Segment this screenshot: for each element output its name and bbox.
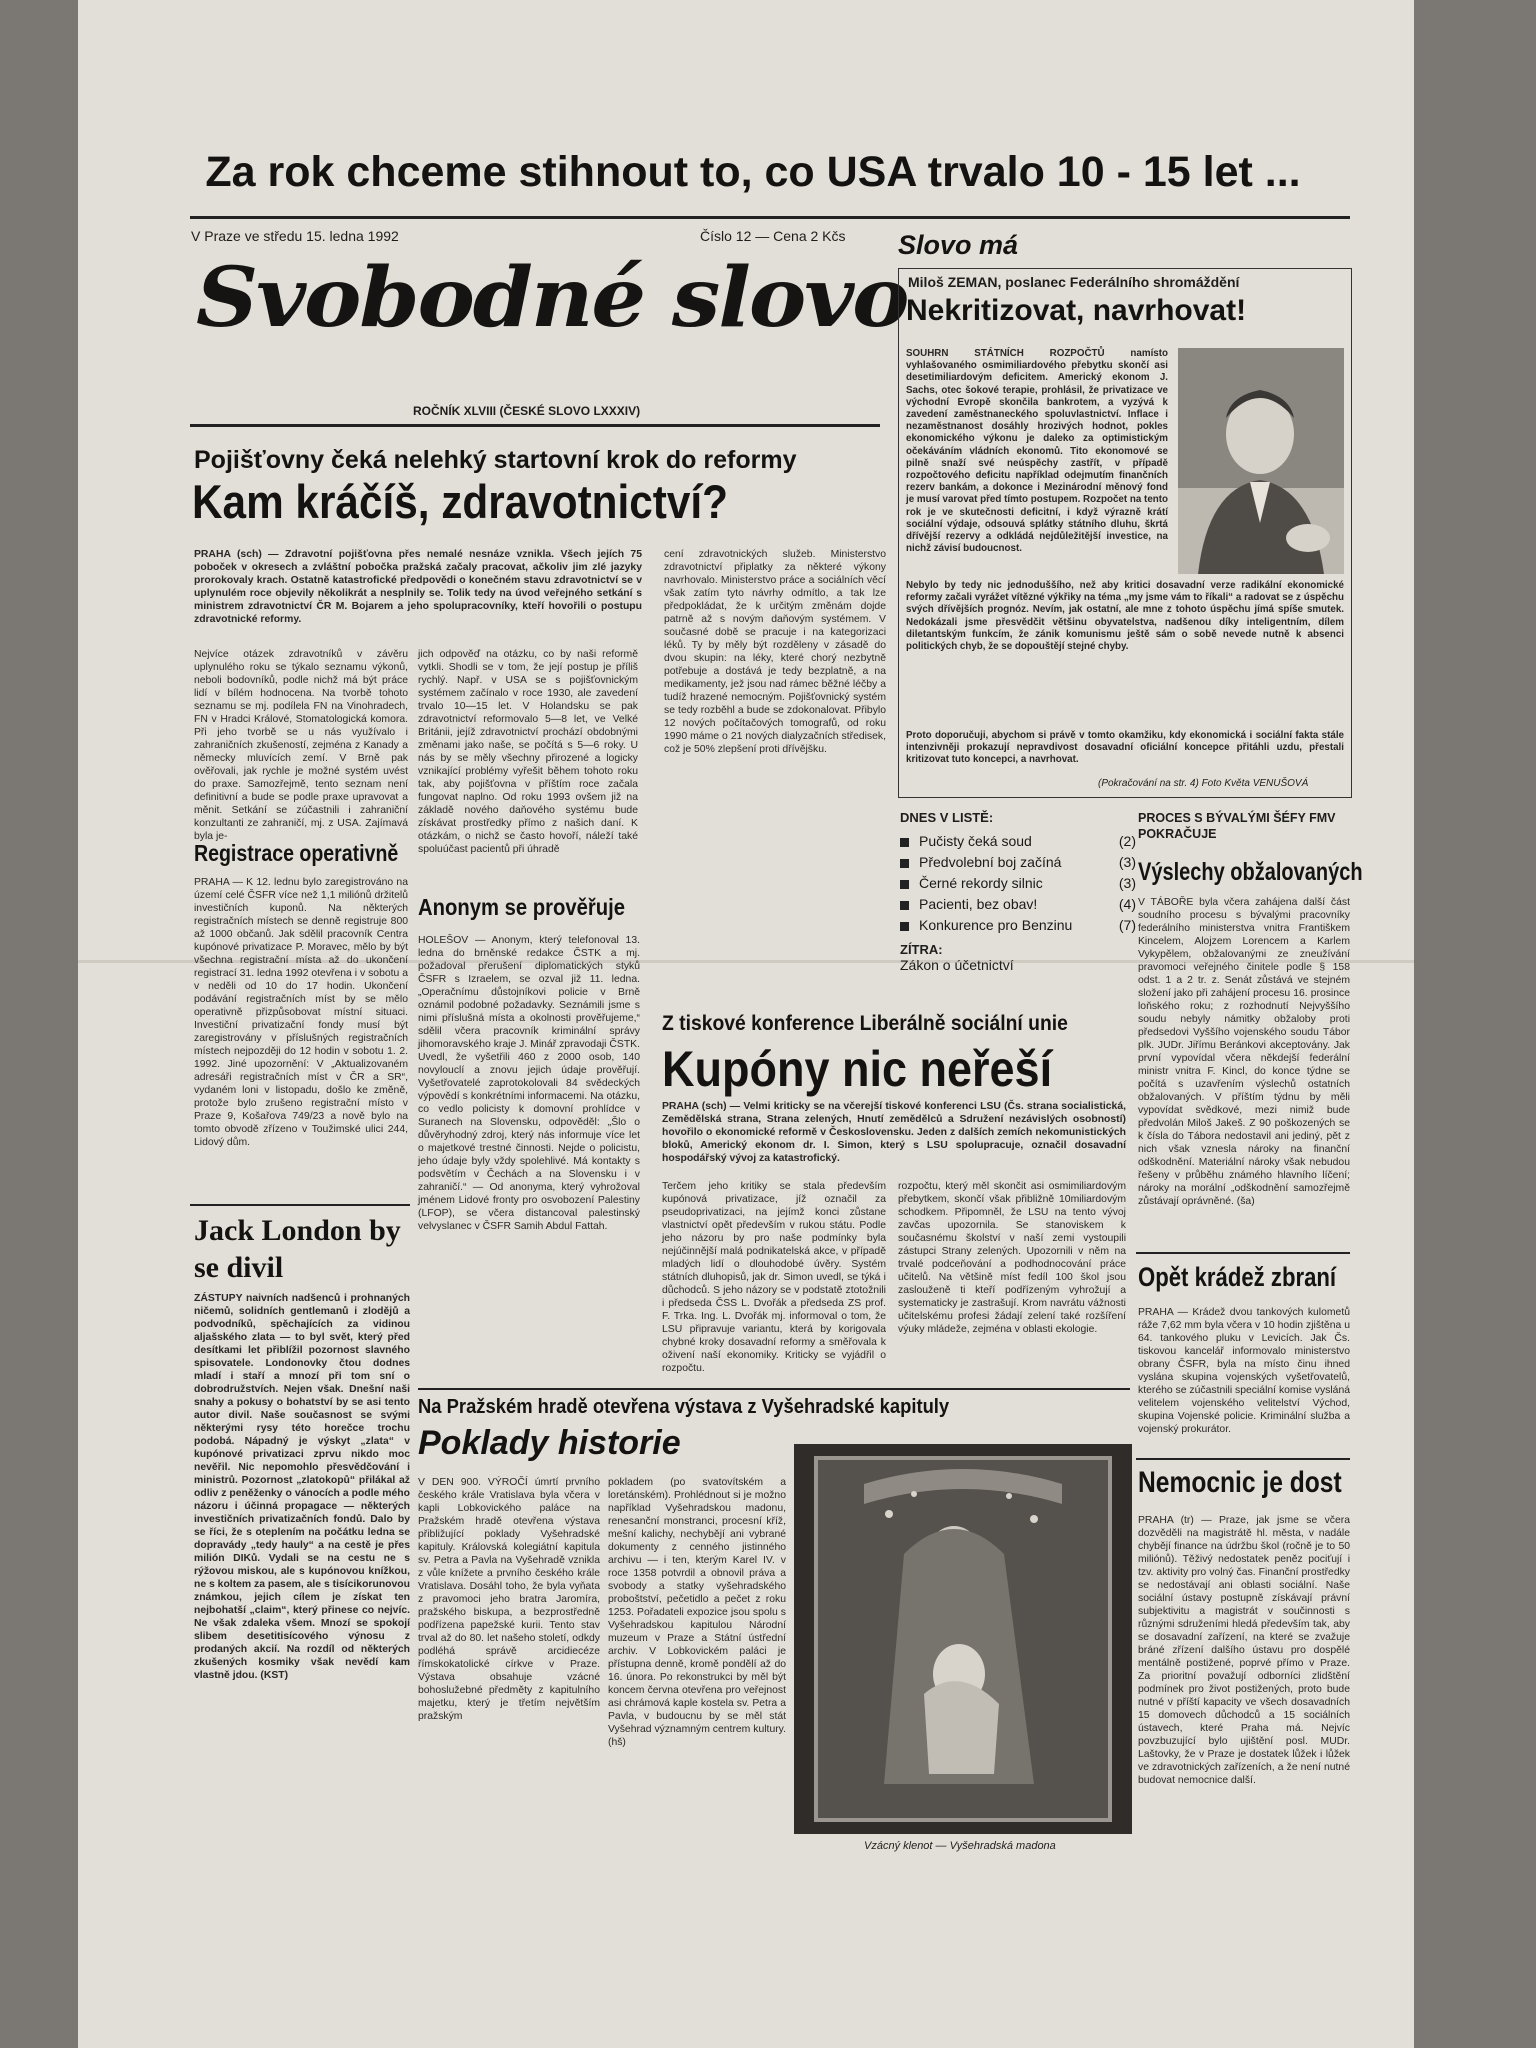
poklady-rule xyxy=(418,1388,1130,1390)
masthead-logo: Svobodné slovo xyxy=(196,250,908,346)
nemocnic-text: PRAHA (tr) — Praze, jak jsme se včera dozvěděli na magistrátě hl. města, v nadále chybějí finance na údržbu škol (ročně je to 50 miliónů). Těživý nedostatek peněz pociťují i tzv. aktivity pro volný čas. Finanční prostředky se nedostávají ani oblasti sociální. Naše sociální ústavy postupně získávají právní subjektivitu a magistrát v součinnosti s různými sdruženími hledá především tak, aby se dosavadní zařízení, na které se zvažuje bráné zřízení dalšího ústavu pro dospělé mentálně postižené, poprvé přímo v Praze. Za prioritní považují odborníci zlidštění podmínek pro život postižených, proto bude nutné v příští kapacity ve všech dosavadních 15 domovech důchodců a 15 sociálních ústavech, které Praha má. Nejvíc povzbuzující bylo ujištění posl. MUDr. Laštovky, že v Praze je dostatek lůžek i lůžek ve zdravotnických zařízeních, a že není nutné budovat nemocnice další. xyxy=(1138,1515,1350,1786)
poklady-col2: pokladem (po svatovítském a loretánském). Prohlédnout si je možno například Vyšehradskou madonu, renesanční monstranci, procesní kříž, mešní kalichy, nechybějí ani vybrané dokumenty z cenného jistinného archivu — i ten, kterým Karel IV. v roce 1358 potvrdil a obnovil práva a svobody a statky vyšehradského proboštství, pečetidlo a pečet z roku 1253. Pořadateli expozice jsou spolu s Vyšehradskou kapitulou Národní muzeum v Praze a Státní ústřední archiv. V Lobkovickém paláci je přístupna denně, kromě pondělí až do 16. února. Po rekonstrukci by měl být koncem června otevřena pro veřejnost asi chrámová kaple kostela sv. Petra a Pavla, v budoucnu by se měl stát Vyšehrad významným centrem kultury. (hš) xyxy=(608,1477,786,1748)
kradez-text: PRAHA — Krádež dvou tankových kulometů ráže 7,62 mm byla včera v 10 hodin zjištěna u 64. tankového pluku v Levicích. Jak Čs. tiskovou kancelář informovalo ministerstvo obrany ČSFR, byla na místo činu ihned vyslána skupina vojenských vyšetřovatelů, kterého se zúčastnili speciální komise vysláná velitelem vojenského velitelství Východ, skupina Vojenské policie. Kriminální služba a vojenský prokurátor. xyxy=(1138,1307,1350,1435)
slovo-ma-kicker: Slovo má xyxy=(898,230,1019,260)
poklady-headline: Poklady historie xyxy=(418,1424,681,1462)
registrace-headline: Registrace operativně xyxy=(194,840,399,866)
anonym-headline: Anonym se prověřuje xyxy=(418,894,625,920)
kupony-col2: rozpočtu, který měl skončit asi osmimiliardovým přebytkem, skončí však přibližně 10miliardovým schodkem. Připomněl, že LSU na tento vývoj zavčas upozornila. Se stanoviskem k současnému školství v naší zemi vystoupili zástupci Strany zelených. Upozornili v něm na trvalé podceňování a podhodnocování práce učitelů. Na většině míst fedíl 100 škol jsou zaslouženě ti kteří podřízeným vyhrožují a systematicky je zastrašují. Krom navrátu vážnosti učitelskému profesi žádají zelení také rozšíření výuky mládeže, zejména v oblasti ekologie. xyxy=(898,1181,1126,1335)
date-line: V Praze ve středu 15. ledna 1992 xyxy=(191,228,399,244)
toc-item[interactable]: Konkurence pro Benzinu (7) xyxy=(900,915,1136,936)
nemocnic-rule xyxy=(1136,1458,1350,1460)
madonna-caption: Vzácný klenot — Vyšehradská madona xyxy=(864,1840,1056,1852)
slovo-ma-box xyxy=(898,230,1354,800)
banner-headline: Za rok chceme stihnout to, co USA trvalo 10 - 15 let ... xyxy=(205,148,1301,196)
slovo-ma-text3: Proto doporučuji, abychom si právě v tomto okamžiku, kdy ekonomická i sociální fakta stále intenzivněji prokazují nepravdivost dosavadní oficiální koncepce přitáhli uzdu, přestali kritizovat tuto koncepci, a navrhovat. xyxy=(906,730,1344,766)
kupony-col1: Terčem jeho kritiky se stala především kupónová privatizace, jíž označil za pseudoprivatizaci, na jejímž konci zůstane vlastnictví opět především v rukou státu. Podle jeho názoru by pro naše podmínky byla nejúčinnější malá podnikatelská akce, v případě mladých lidí o dlouhodobé úvěry. Systém státních dluhopisů, jak dr. Simon uvedl, se týká i důchodců. S jeho názory se v podstatě ztotožnili i předseda ČSS L. Dvořák a předseda ZS prof. F. Trka. Ing. L. Dvořák mj. informoval o tom, že LSU připravuje variantu, která by korigovala chybné kroky dosavadní reformy a směřovala k oživení naší ekonomiky. Kriticky se vyjádřil o rozpočtu. xyxy=(662,1181,886,1374)
kupony-headline: Kupóny nic neřeší xyxy=(662,1041,1053,1097)
toc-box xyxy=(900,810,1136,990)
banner-rule xyxy=(190,216,1350,219)
lead-col3: cení zdravotnických služeb. Ministerstvo zdravotnictví připlatky za některé výkony navrhovalo. Ministerstvo práce a sociálních věcí však zatím tyto návrhy odmítlo, a tak lze předpokládat, že k určitým změnám dojde patrně až s novým daňovým systémem. V současné době se pracuje i na kategorizaci léků. Ty by měly být rozděleny v zásadě do dvou skupin: na léky, které chorý nezbytně potřebuje a dostává je tedy bezplatně, a na medikamenty, jež jsou nad rámec běžné léčby a tudíž hrazené nemocným. Pojišťovnický systém se tedy rozběhl a bude se zdokonalovat. Přibylo 12 nových počítačových tomografů, od roku 1990 máme o 21 nových dialyzačních středisek, což je 50% zlepšení proti dřívějšku. xyxy=(664,549,886,755)
jack-headline: Jack London by se divil xyxy=(194,1214,401,1284)
slovo-ma-byline: Miloš ZEMAN, poslanec Federálního shromáždění xyxy=(908,274,1240,290)
toc-item[interactable]: Pučisty čeká soud (2) xyxy=(900,831,1136,852)
volume-line: ROČNÍK XLVIII (ČESKÉ SLOVO LXXXIV) xyxy=(413,404,641,418)
kradez-rule xyxy=(1136,1252,1350,1254)
nemocnic-headline: Nemocnic je dost xyxy=(1138,1466,1342,1499)
toc-item[interactable]: Předvolební boj začíná (3) xyxy=(900,852,1136,873)
toc-title: DNES V LISTĚ: xyxy=(900,810,994,825)
toc-tomorrow[interactable]: Zákon o účetnictví xyxy=(900,957,1014,973)
masthead-rule xyxy=(190,424,880,427)
slovo-ma-headline: Nekritizovat, navrhovat! xyxy=(906,294,1247,327)
issue-line: Číslo 12 — Cena 2 Kčs xyxy=(700,228,846,244)
fmv-kicker: PROCES S BÝVALÝMI ŠÉFY FMV POKRAČUJE xyxy=(1138,811,1336,841)
newspaper-page xyxy=(78,0,1414,2048)
jack-rule xyxy=(190,1204,410,1206)
photo-credit: Foto Květa VENUŠOVÁ xyxy=(1201,778,1309,789)
anonym-text: HOLEŠOV — Anonym, který telefonoval 13. ledna do brněnské redakce ČSTK a mj. požadoval přerušení diplomatických styků ČSFR s Izraelem, se ozval již 11. ledna. „Operačnímu důstojníkovi policie v Brně oznámil podobné požadavky. Seznámili jsme s nimi příslušná místa a okolnosti prověřujeme,“ sdělil včera pracovník kriminální správy jihomoravského kraje J. Minář zpravodaji ČSTK. Uvedl, že vyšetřili 460 z 2000 osob, 140 novylouclí a znovu jejich údaje prověřují. Vyšetřovatelé zaprotokolovali 84 svědeckých výpovědí s konkrétními informacemi. Na otázku, co vedlo policisty k domovní prohlídce v Suranech na Slovensku, odpověděl: „Šlo o důvěryhodný zdroj, který nás informuje více let o majetkové trestné činnosti. Nejde o policistu, jeho údaje byly vždy spolehlivé. Má kontakty s podsvětím v Čechách a na Slovensku i v zahraničí.“ — Od anonyma, který vyhrožoval jménem Lidové fronty pro osvobození Palestiny (LFOP), se včera distancoval palestinský velvyslanec v ČSFR Samih Abdul Fattah. xyxy=(418,935,640,1232)
madonna-photo xyxy=(794,1444,1132,1834)
poklady-kicker: Na Pražském hradě otevřena výstava z Vyšehradské kapituly xyxy=(418,1396,950,1418)
poklady-col1: V DEN 900. VÝROČÍ úmrtí prvního českého krále Vratislava byla včera v kapli Lobkovického paláce na Pražském hradě otevřena výstava přibližující poklady Vyšehradské kapituly. Královská kolegiátní kapitula sv. Petra a Pavla na Vyšehradě vznikla z vůle knížete a prvního českého krále Vratislava. Dosáhl toho, že byla vyňata z pravomoci jeho bratra Jaromíra, pražského biskupa, a bezprostředně podřízena papežské kurii. Tento stav trval až do 80. let našeho století, odkdy podléhá správě arcidiecéze římskokatolické církve v Praze. Výstava obsahuje vzácné bohoslužebné předměty z kapitulního majetku, který je třetím největším pražským xyxy=(418,1477,600,1722)
continued-note: (Pokračování na str. 4) xyxy=(1098,778,1199,789)
registrace-text: PRAHA — K 12. lednu bylo zaregistrováno na území celé ČSFR více než 1,1 miliónů držitelů investičních kuponů. Na některých registračních místech se denně registruje 800 až 1000 občanů. Jak sdělil pracovník Centra kupónové privatizace P. Moravec, mělo by být všechna registrační místa až do ukončení registrací 31. ledna 1992 otevřena i v sobotu a v neděli od 10 do 17 hodin. Ukončení podávání registračních míst by se mělo operativně přizpůsobovat místní situaci. Investiční privatizační fondy musí být zaregistrovány v příslušných registračních místech nejpozději do 12 hodin v sobotu 1. 2. 1992. Jiné upozornění: V „Aktualizovaném adresáři registračních míst v ČR a SR“, vydaném loni v listopadu, došlo ke změně, protože bylo zrušeno registrační místo v Praze 9, Košařova 749/23 a nově bylo na tomto obvodě zřízeno v Toužimské ulici 244, Lidový dům. xyxy=(194,877,408,1148)
lead-col2: jich odpověď na otázku, co by naši reformě vytkli. Shodli se v tom, že její postup je příliš rychlý. Např. v USA se s pojišťovnickým systémem začínalo v roce 1930, ale zavedení trvalo 10—15 let. V Holandsku se pak zdravotnictví reformovalo 5—8 let, ve Velké Británii, jejíž zdravotnictví prochází obdobnými změnami jako naše, se počítá s 5—6 roky. U nás by se měly všechny přirozené a logicky vznikající problémy vyřešit během tohoto roku tak, aby pojišťovna v příštím roce začala fungovat naplno. Od roku 1993 ovšem již na základě nového daňového systému bude získávat prostředky přímo z našich daní. K otázkám, o nichž se často hovoří, náleží také spoluúčast pacientů při úhradě xyxy=(418,649,638,855)
lead-kicker: Pojišťovny čeká nelehký startovní krok do reformy xyxy=(194,446,797,474)
lead-col1: Nejvíce otázek zdravotníků v závěru uplynulého roku se týkalo seznamu výkonů, neboli bodovníků, podle nichž má být práce lidí v bílém hodnocena. Na tvorbě tohoto seznamu se mj. podílela FN na Vinohradech, FN v Hradci Králové, Stomatologická komora. Při jeho tvorbě se u nás využívalo i zahraničních zkušeností, zejména z Kanady a německy mluvících zemí. V Brně pak ověřovali, jak rychle je možné systém uvést do praxe. Samozřejmě, tento seznam není definitivní a bude se podle praxe upravovat a měnit. Setkání se zúčastnili i zahraniční konzultanti ze zahraničí, mj. z USA. Zajímavá byla je- xyxy=(194,649,408,842)
jack-text: ZÁSTUPY naivních nadšenců i prohnaných ničemů, solidních gentlemanů i zlodějů a podvodníků, spěchajících za vidinou aljašského zlata — to byl svět, který před desítkami let přiblížil pozornost slavného spisovatele. Londonovky čtou dodnes mladí i staří a mnozí při tom sní o dobrodružstvích. Nejen však. Dnešní naši snahy a pokusy o bohatství by se asi tento autor divil. Naše současnost se svými některými rysy této horečce trochu podobá. Nápadný je výskyt „zlata“ v kupónové privatizaci zprvu nikdo moc nevěřil. Nic nepomohlo přesvědčování i ministrů. Pozornost „zlatokopů“ přilákal až odliv z peněženky o vánocích a podle mého názoru i účinná propagace — některých investičních privatizačních fondů. Dalo by se říci, že s oteplením na počátku ledna se dopravády „tedy hauly“ a na cestě je přes milión DIKů. Vydali se na cestu ne s rýžovou miskou, ale s kupónovou knížkou, ne s koltem za pasem, ale s tisícikorunovou známkou, jejich cílem je získat ten nejbohatší „claim“, který přinese co nejvíc. Ne však zdaleka všem. Mnozí se spokojí slibem desetitisícového výnosu z prodaných akcií. Na rozdíl od některých zkušených kosmiky však nevědí kam vlastně jdou. (KST) xyxy=(194,1293,410,1681)
kradez-headline: Opět krádež zbraní xyxy=(1138,1262,1337,1292)
kupony-intro: PRAHA (sch) — Velmi kriticky se na včerejší tiskové konferenci LSU (Čs. strana socialistická, Zemědělská strana, Strana zelených, Hnutí zemědělců a Sdružení nezávislých osobností) hovořilo o ekonomické reformě v Československu. Jeden z dalších zemích nekomunistických bloků, Americký ekonom dr. I. Simon, který s LSU spolupracuje, označil dosavadní hospodářský vývoj za katastrofický. xyxy=(662,1101,1126,1164)
zeman-photo xyxy=(1178,348,1344,574)
slovo-ma-continued xyxy=(1098,778,1308,789)
slovo-ma-text1: SOUHRN STÁTNÍCH ROZPOČTŮ namísto vyhlašovaného osmimiliardového přebytku skončí asi desetimiliardovým deficitem. Americký ekonom J. Sachs, otec šokové terapie, prohlásil, že privatizace ve východní Evropě skončila bankrotem, a vyzývá k zavedení zaměstnaneckého spoluvlastnictví. Inflace i nezaměstnanost dosáhly hrozivých hodnot, pokles ekonomického výkonu je daleko za optimistickým očekáváním vládních ekonomů. Tito ekonomové se pilně snaží své neúspěchy zastřít, v případě rozpočtového deficitu například odejmutím finančních rezerv bankám, a dokonce i Mezinárodní měnový fond je musí varovat před tímto postupem. Rozpočet na tento rok je ve skutečnosti deficitní, i když výrazně krátí sociální výdaje, odsouvá splátky státního dluhu, škrtá dřívější rezervy a odkládá nejdůležitější investice, na nichž závisí budoucnost. xyxy=(906,348,1168,555)
toc-item[interactable]: Pacienti, bez obav! (4) xyxy=(900,894,1136,915)
slovo-ma-text2: Nebylo by tedy nic jednoduššího, než aby kritici dosavadní verze radikální ekonomické reformy začali vyrážet vítězné výkřiky na téma „my jsme vám to říkali“ a radovat se z úspěchu svých dřívějších prognóz. Nevím, jak ostatní, ale mne z tohoto úspěchu jímá spíše smutek. Nedokázali jsme přesvědčit většinu obyvatelstva, nadšenou díky inteligentním, dílem diletantským funkcím, že zánik komunismu ještě sám o sobě nevede nutně k absenci politických chyb, že se dopouštějí stejné chyby. xyxy=(906,580,1344,653)
toc-item[interactable]: Černé rekordy silnic (3) xyxy=(900,873,1136,894)
toc-list xyxy=(900,831,1136,936)
toc-tomorrow-title: ZÍTRA: xyxy=(900,942,943,957)
kupony-kicker: Z tiskové konference Liberálně sociální unie xyxy=(662,1012,1068,1035)
fmv-text: V TÁBOŘE byla včera zahájena další část soudního procesu s bývalými pracovníky federálního ministerstva vnitra Františkem Kincelem, Alojzem Lorencem a Karlem Vykypělem, obžalovanými ze zneužívání pravomoci veřejného činitele podle § 158 odst. 1 a 2 tr. z. Senát zůstává ve stejném složení jako při zahájení procesu 16. prosince loňského roku; z rozhodnutí Nejvyššího soudu nebyly námitky obžaloby proti předsedovi Vyššího vojenského soudu Tábor plk. JUDr. Jiřímu Beránkovi akceptovány. Jak první vypovídal včera někdejší federální ministr vnitra F. Kincl, do konce týdne se počítá s uzavřením výslechů ostatních obžalovaných. V příštím týdnu by měli vypovídat svědkové, mezi nimiž bude předvolán Miloš Jakeš. Z 90 poškozených se k čísla do Tábora nedostavil ani jediný, pět z nich však vznesla nároky na finanční odškodnění. Materiální nároky však nebudou řešeny v průběhu známého hlavního líčení; nároky na morální „odškodnění samozřejmě zůstávají oprávněné. (ša) xyxy=(1138,897,1350,1207)
lead-intro: PRAHA (sch) — Zdravotní pojišťovna přes nemalé nesnáze vznikla. Všech jejích 75 poboček v okresech a zvláštní pobočka pražská začaly pracovat, ačkoliv jim zlé jazyky prorokovaly krach. Ostatně katastrofické předpovědi o konečném stavu zdravotnictví se v uplynulém roce objevily několikrát a nesplnily se. Tolik tedy na úvod veřejného setkání s ministrem zdravotnictví ČR M. Bojarem a jeho spolupracovníky, kteří hovořili o postupu zdravotnické reformy. xyxy=(194,549,642,625)
fmv-headline: Výslechy obžalovaných xyxy=(1138,858,1363,886)
lead-headline: Kam kráčíš, zdravotnictví? xyxy=(192,475,729,528)
